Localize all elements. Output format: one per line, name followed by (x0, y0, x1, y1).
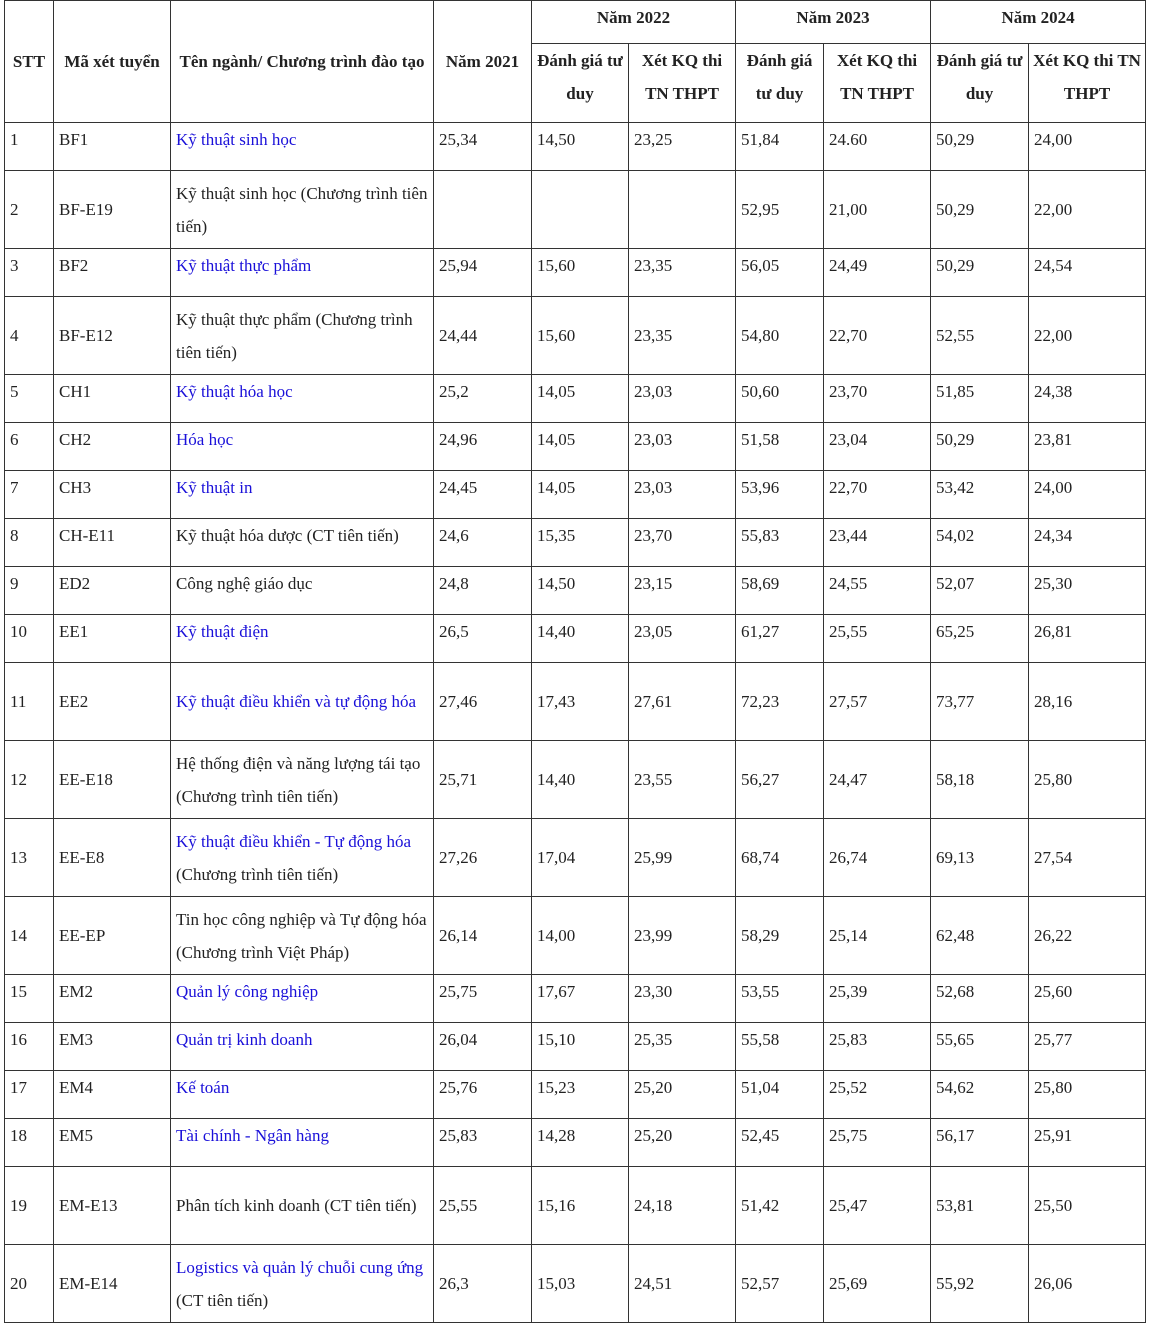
cell-score-2024-thpt: 27,54 (1029, 819, 1146, 897)
program-link[interactable]: Quản lý công nghiệp (176, 982, 319, 1001)
cell-program-name (171, 1023, 434, 1071)
cell-score-2021: 25,75 (434, 975, 532, 1023)
cell-score-2024-tsa: 69,13 (931, 819, 1029, 897)
table-row (5, 171, 1146, 249)
cell-code: EM-E13 (54, 1167, 171, 1245)
cell-score-2024-thpt: 26,81 (1029, 615, 1146, 663)
cell-score-2022-thpt: 23,99 (629, 897, 736, 975)
cell-score-2023-tsa: 51,58 (736, 423, 824, 471)
cell-stt: 3 (5, 249, 54, 297)
cell-score-2021: 25,55 (434, 1167, 532, 1245)
header-2024-tsa: Đánh giá tư duy (931, 44, 1029, 123)
program-name-text: Tin học công nghiệp và Tự động hóa (Chương trình Việt Pháp) (176, 909, 427, 962)
cell-score-2022-tsa: 14,40 (532, 741, 629, 819)
cell-score-2024-thpt: 26,06 (1029, 1245, 1146, 1323)
cell-score-2024-thpt: 23,81 (1029, 423, 1146, 471)
table-row (5, 519, 1146, 567)
cell-score-2023-tsa: 51,42 (736, 1167, 824, 1245)
cell-stt: 19 (5, 1167, 54, 1245)
cell-code: EE-E18 (54, 741, 171, 819)
cell-score-2024-tsa: 62,48 (931, 897, 1029, 975)
cell-score-2021: 25,76 (434, 1071, 532, 1119)
table-body (5, 123, 1146, 1323)
cell-score-2022-thpt: 23,35 (629, 249, 736, 297)
cell-code: CH3 (54, 471, 171, 519)
cell-score-2022-tsa: 17,04 (532, 819, 629, 897)
cell-score-2024-tsa: 53,81 (931, 1167, 1029, 1245)
cell-score-2024-tsa: 50,29 (931, 249, 1029, 297)
header-year-2024: Năm 2024 (931, 1, 1146, 44)
cell-score-2021: 25,71 (434, 741, 532, 819)
cell-score-2021: 27,46 (434, 663, 532, 741)
program-name-text: Hệ thống điện và năng lượng tái tạo (Chương trình tiên tiến) (176, 753, 421, 806)
cell-score-2024-thpt: 25,50 (1029, 1167, 1146, 1245)
table-row (5, 1023, 1146, 1071)
cell-score-2023-thpt: 25,52 (824, 1071, 931, 1119)
program-link[interactable]: Kỹ thuật in (176, 478, 253, 497)
program-link[interactable]: Logistics và quản lý chuỗi cung ứng (176, 1257, 424, 1277)
program-link[interactable]: Kỹ thuật thực phẩm (176, 256, 312, 275)
cell-code: ED2 (54, 567, 171, 615)
cell-stt: 4 (5, 297, 54, 375)
cell-score-2021: 25,83 (434, 1119, 532, 1167)
cell-score-2022-thpt: 24,18 (629, 1167, 736, 1245)
cell-stt: 8 (5, 519, 54, 567)
cell-code: EE2 (54, 663, 171, 741)
cell-stt: 15 (5, 975, 54, 1023)
cell-score-2024-tsa: 51,85 (931, 375, 1029, 423)
cell-stt: 20 (5, 1245, 54, 1323)
cell-score-2023-thpt: 22,70 (824, 471, 931, 519)
cell-program-name (171, 615, 434, 663)
cell-score-2022-tsa: 14,05 (532, 423, 629, 471)
cell-score-2023-tsa: 50,60 (736, 375, 824, 423)
program-name-text: Công nghệ giáo dục (176, 574, 313, 593)
cell-score-2023-tsa: 56,27 (736, 741, 824, 819)
cell-score-2023-thpt: 27,57 (824, 663, 931, 741)
table-row (5, 975, 1146, 1023)
cell-score-2021: 26,3 (434, 1245, 532, 1323)
header-2023-thpt: Xét KQ thi TN THPT (824, 44, 931, 123)
program-link[interactable]: Kỹ thuật điều khiển và tự động hóa (176, 692, 417, 711)
admission-scores-table (4, 0, 1146, 1323)
cell-score-2024-tsa: 50,29 (931, 423, 1029, 471)
cell-code: BF-E12 (54, 297, 171, 375)
program-name-text: Kỹ thuật sinh học (Chương trình tiên tiến) (176, 183, 428, 236)
cell-score-2021: 26,5 (434, 615, 532, 663)
cell-score-2023-tsa: 52,57 (736, 1245, 824, 1323)
table-row (5, 615, 1146, 663)
header-stt: STT (5, 1, 54, 123)
table-row (5, 249, 1146, 297)
header-2022-thpt: Xét KQ thi TN THPT (629, 44, 736, 123)
table-row (5, 1167, 1146, 1245)
cell-score-2023-thpt: 23,44 (824, 519, 931, 567)
cell-score-2021 (434, 171, 532, 249)
cell-score-2022-thpt: 23,03 (629, 375, 736, 423)
cell-score-2024-thpt: 26,22 (1029, 897, 1146, 975)
cell-score-2024-tsa: 50,29 (931, 171, 1029, 249)
cell-score-2024-thpt: 22,00 (1029, 297, 1146, 375)
cell-code: EM4 (54, 1071, 171, 1119)
cell-score-2022-tsa: 14,05 (532, 471, 629, 519)
program-link[interactable]: Tài chính - Ngân hàng (176, 1126, 329, 1145)
cell-program-name (171, 297, 434, 375)
table-row (5, 423, 1146, 471)
cell-score-2023-tsa: 56,05 (736, 249, 824, 297)
cell-score-2024-tsa: 58,18 (931, 741, 1029, 819)
table-row (5, 1071, 1146, 1119)
cell-score-2024-tsa: 52,68 (931, 975, 1029, 1023)
cell-score-2023-tsa: 51,04 (736, 1071, 824, 1119)
cell-score-2023-thpt: 25,83 (824, 1023, 931, 1071)
cell-score-2023-tsa: 53,55 (736, 975, 824, 1023)
cell-stt: 11 (5, 663, 54, 741)
cell-score-2022-tsa: 15,10 (532, 1023, 629, 1071)
cell-score-2021: 24,45 (434, 471, 532, 519)
program-name-text: (CT tiên tiến) (176, 1290, 269, 1310)
cell-score-2024-thpt: 24,38 (1029, 375, 1146, 423)
cell-program-name (171, 975, 434, 1023)
table-row (5, 297, 1146, 375)
cell-score-2021: 24,96 (434, 423, 532, 471)
cell-program-name (171, 123, 434, 171)
program-name-text: (Chương trình tiên tiến) (176, 864, 339, 884)
cell-score-2024-thpt: 24,00 (1029, 123, 1146, 171)
cell-score-2022-thpt: 23,05 (629, 615, 736, 663)
cell-score-2022-tsa: 15,23 (532, 1071, 629, 1119)
cell-stt: 13 (5, 819, 54, 897)
cell-score-2022-tsa: 15,03 (532, 1245, 629, 1323)
cell-score-2024-thpt: 25,77 (1029, 1023, 1146, 1071)
cell-score-2022-thpt: 24,51 (629, 1245, 736, 1323)
cell-score-2023-tsa: 52,95 (736, 171, 824, 249)
cell-score-2022-tsa: 14,50 (532, 123, 629, 171)
cell-stt: 7 (5, 471, 54, 519)
cell-stt: 9 (5, 567, 54, 615)
cell-score-2023-thpt: 25,47 (824, 1167, 931, 1245)
cell-score-2023-tsa: 68,74 (736, 819, 824, 897)
cell-code: CH1 (54, 375, 171, 423)
cell-program-name (171, 741, 434, 819)
cell-score-2024-thpt: 25,30 (1029, 567, 1146, 615)
cell-program-name (171, 1071, 434, 1119)
cell-stt: 18 (5, 1119, 54, 1167)
header-year-2021: Năm 2021 (434, 1, 532, 123)
cell-score-2023-tsa: 58,29 (736, 897, 824, 975)
program-link[interactable]: Kỹ thuật sinh học (176, 130, 297, 149)
cell-code: BF1 (54, 123, 171, 171)
cell-score-2024-tsa: 56,17 (931, 1119, 1029, 1167)
table-row (5, 123, 1146, 171)
table-row (5, 663, 1146, 741)
cell-score-2023-thpt: 24.60 (824, 123, 931, 171)
program-link[interactable]: Kỹ thuật điện (176, 622, 269, 641)
cell-code: EM2 (54, 975, 171, 1023)
cell-score-2023-tsa: 58,69 (736, 567, 824, 615)
cell-score-2022-thpt: 27,61 (629, 663, 736, 741)
cell-program-name (171, 471, 434, 519)
cell-stt: 14 (5, 897, 54, 975)
cell-program-name (171, 663, 434, 741)
cell-score-2022-tsa: 15,60 (532, 297, 629, 375)
cell-score-2023-tsa: 54,80 (736, 297, 824, 375)
cell-stt: 1 (5, 123, 54, 171)
cell-score-2021: 25,34 (434, 123, 532, 171)
cell-score-2023-tsa: 51,84 (736, 123, 824, 171)
cell-code: EM5 (54, 1119, 171, 1167)
cell-score-2022-thpt: 25,20 (629, 1071, 736, 1119)
cell-stt: 16 (5, 1023, 54, 1071)
cell-score-2023-tsa: 72,23 (736, 663, 824, 741)
cell-score-2024-tsa: 53,42 (931, 471, 1029, 519)
cell-score-2023-thpt: 25,69 (824, 1245, 931, 1323)
cell-score-2023-thpt: 23,04 (824, 423, 931, 471)
cell-score-2022-thpt: 25,99 (629, 819, 736, 897)
cell-score-2023-tsa: 55,83 (736, 519, 824, 567)
cell-score-2021: 24,44 (434, 297, 532, 375)
cell-score-2024-thpt: 25,91 (1029, 1119, 1146, 1167)
cell-score-2022-tsa: 17,43 (532, 663, 629, 741)
cell-program-name (171, 249, 434, 297)
cell-program-name (171, 819, 434, 897)
cell-score-2023-thpt: 22,70 (824, 297, 931, 375)
program-link[interactable]: Kỹ thuật hóa học (176, 382, 293, 401)
cell-score-2023-tsa: 61,27 (736, 615, 824, 663)
cell-stt: 5 (5, 375, 54, 423)
cell-score-2022-tsa (532, 171, 629, 249)
cell-score-2021: 26,04 (434, 1023, 532, 1071)
cell-score-2022-thpt (629, 171, 736, 249)
cell-score-2024-thpt: 28,16 (1029, 663, 1146, 741)
cell-score-2024-thpt: 25,80 (1029, 1071, 1146, 1119)
table-row (5, 1245, 1146, 1323)
table-row (5, 375, 1146, 423)
cell-score-2024-tsa: 55,92 (931, 1245, 1029, 1323)
program-name-text: Kỹ thuật thực phẩm (Chương trình tiên tiến) (176, 309, 413, 362)
cell-program-name (171, 375, 434, 423)
cell-score-2023-thpt: 25,75 (824, 1119, 931, 1167)
cell-score-2022-thpt: 23,70 (629, 519, 736, 567)
cell-score-2022-tsa: 15,60 (532, 249, 629, 297)
cell-score-2022-thpt: 25,35 (629, 1023, 736, 1071)
cell-score-2023-thpt: 25,39 (824, 975, 931, 1023)
cell-stt: 10 (5, 615, 54, 663)
cell-score-2023-thpt: 24,55 (824, 567, 931, 615)
cell-score-2024-thpt: 25,80 (1029, 741, 1146, 819)
cell-score-2022-tsa: 14,40 (532, 615, 629, 663)
cell-stt: 6 (5, 423, 54, 471)
cell-score-2024-tsa: 50,29 (931, 123, 1029, 171)
cell-score-2022-tsa: 14,28 (532, 1119, 629, 1167)
cell-program-name (171, 423, 434, 471)
cell-code: CH-E11 (54, 519, 171, 567)
cell-score-2023-tsa: 53,96 (736, 471, 824, 519)
cell-score-2024-thpt: 22,00 (1029, 171, 1146, 249)
table-row (5, 567, 1146, 615)
header-2022-tsa: Đánh giá tư duy (532, 44, 629, 123)
cell-score-2022-tsa: 15,16 (532, 1167, 629, 1245)
program-link[interactable]: Kỹ thuật điều khiển - Tự động hóa (176, 831, 412, 851)
cell-program-name (171, 1119, 434, 1167)
cell-score-2022-tsa: 14,00 (532, 897, 629, 975)
cell-code: CH2 (54, 423, 171, 471)
cell-stt: 17 (5, 1071, 54, 1119)
table-row (5, 741, 1146, 819)
cell-score-2022-thpt: 23,03 (629, 471, 736, 519)
cell-score-2022-thpt: 23,03 (629, 423, 736, 471)
cell-score-2022-thpt: 23,30 (629, 975, 736, 1023)
cell-score-2023-thpt: 23,70 (824, 375, 931, 423)
cell-score-2022-tsa: 15,35 (532, 519, 629, 567)
cell-code: EE-EP (54, 897, 171, 975)
cell-code: BF-E19 (54, 171, 171, 249)
cell-score-2024-thpt: 25,60 (1029, 975, 1146, 1023)
cell-program-name (171, 897, 434, 975)
cell-score-2024-tsa: 54,02 (931, 519, 1029, 567)
cell-score-2024-tsa: 55,65 (931, 1023, 1029, 1071)
cell-score-2022-thpt: 23,15 (629, 567, 736, 615)
cell-score-2021: 25,94 (434, 249, 532, 297)
cell-score-2024-tsa: 54,62 (931, 1071, 1029, 1119)
program-link[interactable]: Kế toán (176, 1078, 230, 1097)
cell-score-2022-tsa: 17,67 (532, 975, 629, 1023)
cell-score-2021: 24,6 (434, 519, 532, 567)
table-row (5, 897, 1146, 975)
cell-score-2021: 25,2 (434, 375, 532, 423)
cell-score-2024-thpt: 24,34 (1029, 519, 1146, 567)
header-2024-thpt: Xét KQ thi TN THPT (1029, 44, 1146, 123)
program-name-text: Phân tích kinh doanh (CT tiên tiến) (176, 1196, 417, 1215)
header-year-2023: Năm 2023 (736, 1, 931, 44)
cell-code: BF2 (54, 249, 171, 297)
program-name-text: Kỹ thuật hóa dược (CT tiên tiến) (176, 526, 399, 545)
cell-score-2023-thpt: 21,00 (824, 171, 931, 249)
cell-score-2022-thpt: 23,55 (629, 741, 736, 819)
cell-score-2023-thpt: 24,47 (824, 741, 931, 819)
cell-score-2023-thpt: 25,14 (824, 897, 931, 975)
cell-stt: 2 (5, 171, 54, 249)
cell-score-2023-tsa: 52,45 (736, 1119, 824, 1167)
cell-program-name (171, 1245, 434, 1323)
cell-program-name (171, 519, 434, 567)
header-2023-tsa: Đánh giá tư duy (736, 44, 824, 123)
cell-score-2024-thpt: 24,00 (1029, 471, 1146, 519)
cell-stt: 12 (5, 741, 54, 819)
table-row (5, 1119, 1146, 1167)
cell-score-2022-tsa: 14,05 (532, 375, 629, 423)
table-row (5, 819, 1146, 897)
cell-score-2021: 26,14 (434, 897, 532, 975)
cell-program-name (171, 1167, 434, 1245)
program-link[interactable]: Hóa học (176, 430, 234, 449)
cell-code: EM3 (54, 1023, 171, 1071)
cell-score-2023-thpt: 26,74 (824, 819, 931, 897)
cell-score-2023-tsa: 55,58 (736, 1023, 824, 1071)
cell-score-2023-thpt: 24,49 (824, 249, 931, 297)
cell-code: EE-E8 (54, 819, 171, 897)
cell-score-2022-thpt: 25,20 (629, 1119, 736, 1167)
header-code: Mã xét tuyển (54, 1, 171, 123)
cell-code: EE1 (54, 615, 171, 663)
program-link[interactable]: Quản trị kinh doanh (176, 1030, 313, 1049)
table-row (5, 471, 1146, 519)
cell-score-2024-tsa: 52,55 (931, 297, 1029, 375)
header-program: Tên ngành/ Chương trình đào tạo (171, 1, 434, 123)
cell-score-2022-thpt: 23,25 (629, 123, 736, 171)
cell-program-name (171, 567, 434, 615)
cell-score-2021: 27,26 (434, 819, 532, 897)
cell-score-2024-tsa: 73,77 (931, 663, 1029, 741)
cell-code: EM-E14 (54, 1245, 171, 1323)
cell-score-2022-thpt: 23,35 (629, 297, 736, 375)
cell-score-2021: 24,8 (434, 567, 532, 615)
cell-score-2022-tsa: 14,50 (532, 567, 629, 615)
header-year-2022: Năm 2022 (532, 1, 736, 44)
cell-score-2023-thpt: 25,55 (824, 615, 931, 663)
cell-program-name (171, 171, 434, 249)
table-header (5, 1, 1146, 123)
cell-score-2024-thpt: 24,54 (1029, 249, 1146, 297)
cell-score-2024-tsa: 65,25 (931, 615, 1029, 663)
cell-score-2024-tsa: 52,07 (931, 567, 1029, 615)
